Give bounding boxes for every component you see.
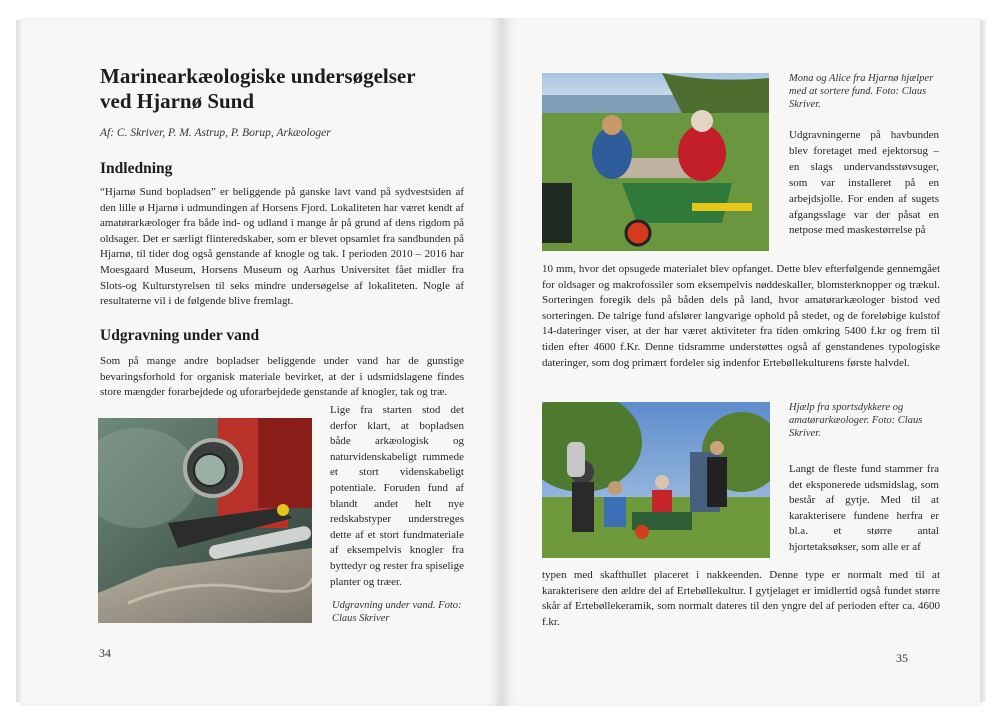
underwater-text-column: Lige fra starten stod det derfor klart, at bopladsen både arkæologisk og naturvidenskabeligt rummede et stort videnskabeligt potentiale. Foruden fund af blandt andet helt nye redskabstyper understreges dette af et stort fundmateriale af eksempelvis knogler fra byttedyr og rester fra spiselige planter og træer. <box>330 404 464 588</box>
caption-sorting: Mona og Alice fra Hjarnø hjælper med at sortere fund. Foto: Claus Skriver. <box>789 73 934 110</box>
right-column-text-1: Udgravningerne på havbunden blev foretaget med ejektorsug – en slags undervandsstøvsuger, som var installeret på en arbejdsjolle. For enden af sugets afgangsslage var der påsat en netpose med maskestørrelse på <box>789 129 939 237</box>
underwater-heading: Udgravning under vand <box>100 327 260 344</box>
title-line-2: ved Hjarnø Sund <box>100 89 255 113</box>
caption-help: Hjælp fra sportsdykkere og amatørarkæologer. Foto: Claus Skriver. <box>789 402 923 439</box>
intro-heading: Indledning <box>100 160 173 177</box>
right-paragraph-1: 10 mm, hvor det opsugede materialet blev opfanget. Dette blev efterfølgende gennemgået for oldsager og makrofossiler som eksempelvis nøddeskaller, blomsterknopper og trækul. Sorteringen foregik dels på båden dels på land, hvor amatørarkæologer bistod ved sorteringen. De talrige fund afslører langvarige ophold på stedet, og de foreløbige kulstof 14-dateringer viser, at der har været aktiviteter fra tiden omkring 5400 f.kr og frem til tiden efter 4600 f.Kr. Denne tidsramme understøttes også af genstandenes typologiske dateringer, som dog primært fordeler sig indenfor Ertebøllekulturens første halvdel. <box>542 263 940 369</box>
photo-sorting <box>542 73 769 251</box>
page-number-right: 35 <box>896 651 908 665</box>
caption-diver: Udgravning under vand. Foto: Claus Skriver <box>332 600 462 624</box>
page-edge-left <box>16 20 22 702</box>
underwater-text: Som på mange andre bopladser beliggende under vand har de gunstige bevaringsforhold for organisk materiale bevirket, at der i udsmidslagene findes store mængder forarbejdede og uforarbejdede genstande af knogler, tak og træ. <box>100 355 464 399</box>
right-column-text-2: Langt de fleste fund stammer fra det eksponerede udsmidslag, som består af gytje. Med til at karakterisere fundene herfra er bl.a. et større antal hjortetaksøkser, som alle er af <box>789 463 939 553</box>
photo-help <box>542 402 770 558</box>
page-number-left: 34 <box>99 646 111 660</box>
photo-diver <box>98 418 312 623</box>
article-title <box>100 64 480 114</box>
right-paragraph-2: typen med skafthullet placeret i nakkeenden. Denne type er normalt med til at karakterisere den ældre del af Ertebøllekultur. I gytjelaget er imidlertid også fundet større skår af Ertebøllekeramik, som normalt dateres til den yngre del af perioden efter ca. 4600 f.kr. <box>542 569 940 628</box>
byline: Af: C. Skriver, P. M. Astrup, P. Borup, Arkæologer <box>100 127 331 139</box>
title-line-1: Marinearkæologiske undersøgelser <box>100 64 416 88</box>
page-edge-right <box>980 20 986 702</box>
intro-text: “Hjarnø Sund bopladsen” er beliggende på ganske lavt vand på sydvestsiden af den lille ø Hjarnø i udmundingen af Horsens Fjord. Lokaliteten har været kendt af amatørarkæologer fra både ind- og udland i mange år på grund af dens rigdom på oldsager. Det er særligt flinteredskaber, som er blevet opsamlet fra sandbunden på Hjarnø, til tider dog også genstande af knogle og tak. I perioden 2010 – 2016 har Moesgaard Museum, Horsens Museum og Aarhus Universitet fået midler fra Slots-og Kulturstyrelsen til seks mindre undersøgelse af lokaliteten. Nogle af resultaterne vil i de følgende blive fremlagt. <box>100 186 464 308</box>
